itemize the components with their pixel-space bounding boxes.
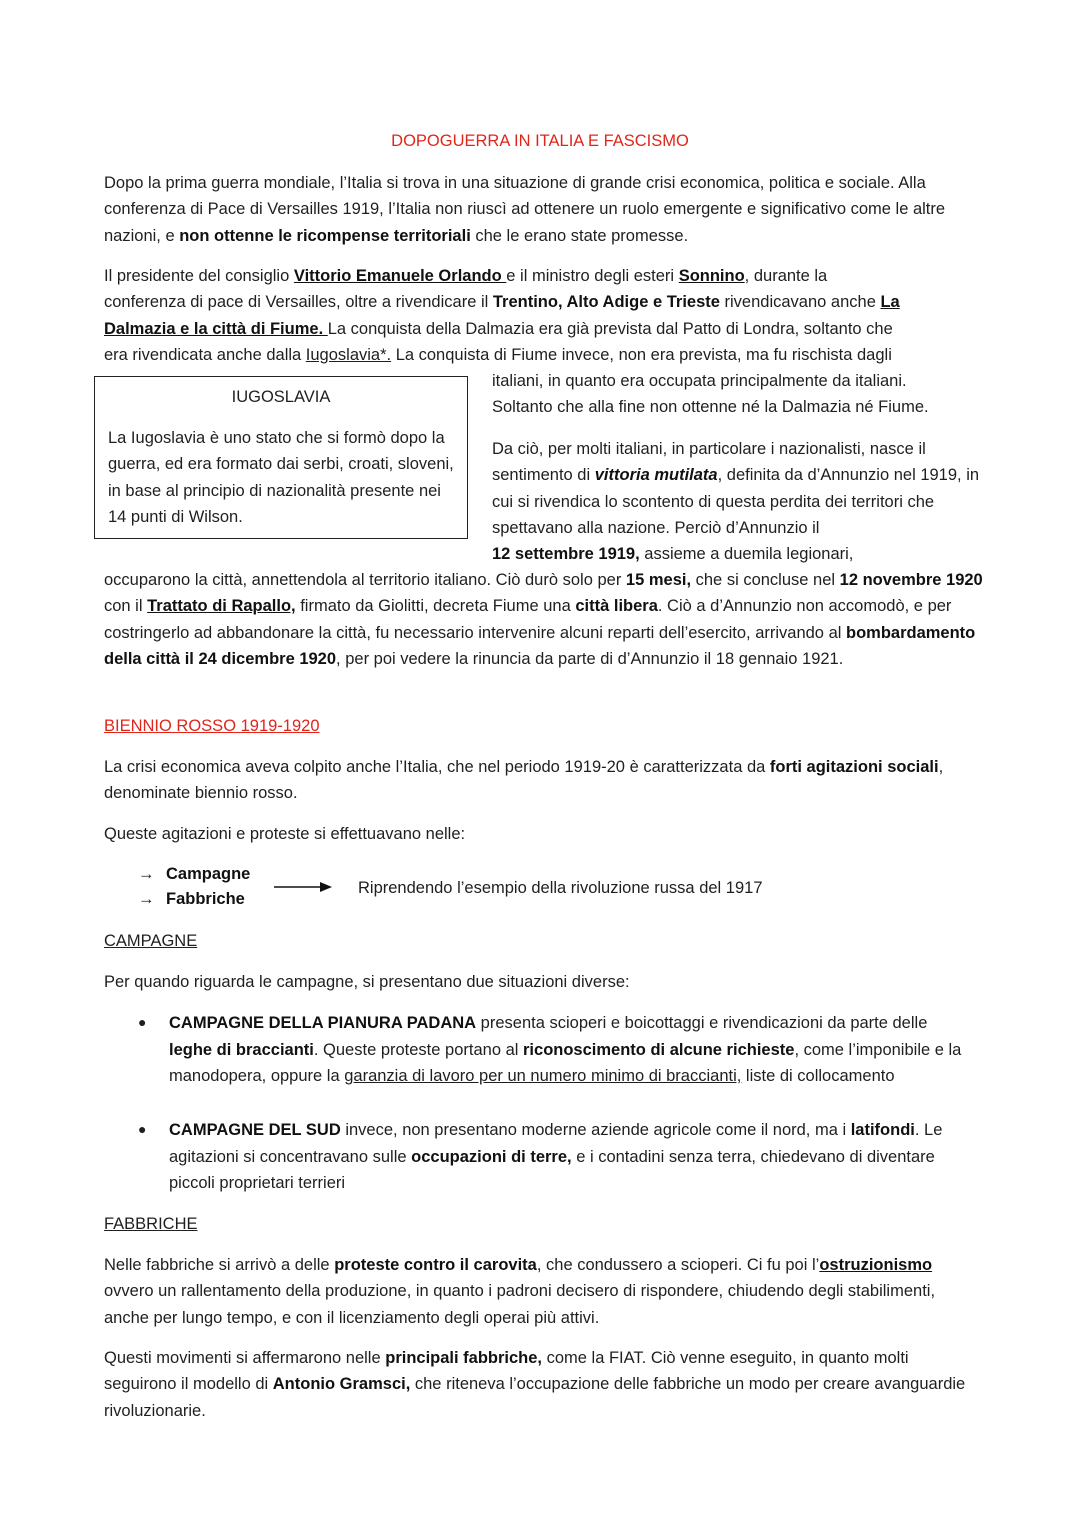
arrow-item-fabbriche: Fabbriche	[166, 890, 245, 908]
text: Dopo la prima guerra mondiale, l’Italia si trova in una situazione di grande crisi economica, politica e sociale. Alla conferenza di Pace di Versailles 1919, l’Italia non riuscì ad ottenere un ruolo emergente e significativo come le altre nazioni, e	[104, 174, 946, 245]
bullet-sud: CAMPAGNE DEL SUD invece, non presentano moderne aziende agricole come il nord, ma i latifondi. Le agitazioni si concentravano sulle occupazioni di terre, e i contadini senza terra, chiedevano di diventare piccoli proprietari terrieri	[169, 1121, 943, 1193]
box-body: La Iugoslavia è uno stato che si formò dopo la guerra, ed era formato dai serbi, croati, sloveni, in base al principio di nazionalità presente nei 14 punti di Wilson.	[108, 429, 454, 526]
paragraph-claims-continued: italiani, in quanto era occupata principalmente da italiani. Soltanto che alla fine non ottenne né la Dalmazia né Fiume.	[492, 372, 929, 417]
paragraph-fiume: occuparono la città, annettendola al territorio italiano. Ciò durò solo per 15 mesi, che si concluse nel 12 novembre 1920 con il Trattato di Rapallo, firmato da Giolitti, decreta Fiume una città libera. Ciò a d’Annunzio non accomodò, e per costringerlo ad abbandonare la città, fu necessario intervenire alcuni reparti dell’esercito, arrivando al bombardamento della città il 24 dicembre 1920, per poi vedere la rinuncia da parte di d’Annunzio il 18 gennaio 1921.	[104, 571, 983, 668]
biennio-rosso-heading: BIENNIO ROSSO 1919-1920	[104, 717, 320, 735]
campagne-heading: CAMPAGNE	[104, 932, 198, 950]
iugoslavia-footnote-ref: Iugoslavia*.	[305, 345, 392, 364]
fabbriche-heading: FABBRICHE	[104, 1215, 198, 1233]
arrow-list	[138, 862, 250, 912]
paragraph-agitazioni: Queste agitazioni e proteste si effettuavano nelle:	[104, 825, 466, 843]
arrow-note: Riprendendo l’esempio della rivoluzione russa del 1917	[358, 879, 763, 897]
paragraph-gramsci: Questi movimenti si affermarono nelle principali fabbriche, come la FIAT. Ciò venne eseguito, in quanto molti seguirono il modello di Antonio Gramsci, che riteneva l’occupazione delle fabbriche un modo per creare avanguardie rivoluzionarie.	[104, 1349, 966, 1420]
orlando-name: Vittorio Emanuele Orlando	[293, 267, 507, 285]
page-title: DOPOGUERRA IN ITALIA E FASCISMO	[391, 132, 689, 150]
intro-paragraph	[104, 170, 984, 249]
bold-text: non ottenne le ricompense territoriali	[179, 226, 471, 245]
paragraph-vittoria-mutilata: Da ciò, per molti italiani, in particolare i nazionalisti, nasce il sentimento di vittoria mutilata, definita da d’Annunzio nel 1919, in cui si rivendica lo scontento di questa perdita dei territori che spettavano alla nazione. Perciò d’Annunzio il 12 settembre 1919, assieme a duemila legionari,	[492, 440, 980, 564]
iugoslavia-box	[94, 376, 468, 539]
text: che le erano state promesse.	[470, 226, 689, 245]
bullet-icon: ●	[138, 1121, 147, 1137]
sonnino-name: Sonnino	[678, 267, 745, 285]
paragraph-fabbriche: Nelle fabbriche si arrivò a delle proteste contro il carovita, che condussero a scioperi. Ci fu poi l’ostruzionismo ovvero un rallentamento della produzione, in quanto i padroni decisero di rispondere, chiudendo degli stabilimenti, anche per lungo tempo, e con il licenziamento degli operai più attivi.	[104, 1256, 936, 1327]
long-arrow-icon	[274, 880, 334, 894]
arrow-icon: →	[138, 890, 155, 908]
bullet-icon: ●	[138, 1014, 147, 1030]
arrow-icon: →	[138, 865, 155, 883]
paragraph-campagne-intro: Per quando riguarda le campagne, si presentano due situazioni diverse:	[104, 973, 630, 991]
bullet-pianura-padana: CAMPAGNE DELLA PIANURA PADANA presenta scioperi e boicottaggi e rivendicazioni da parte delle leghe di braccianti. Queste proteste portano al riconoscimento di alcune richieste, come l’imponibile e la manodopera, oppure la garanzia di lavoro per un numero minimo di braccianti, liste di collocamento	[169, 1014, 962, 1086]
paragraph-biennio: La crisi economica aveva colpito anche l’Italia, che nel periodo 1919-20 è caratterizzata da forti agitazioni sociali, denominate biennio rosso.	[104, 758, 944, 803]
trattato-rapallo: Trattato di Rapallo,	[147, 597, 296, 616]
box-title: IUGOSLAVIA	[231, 388, 331, 406]
paragraph-claims: Il presidente del consiglio Vittorio Emanuele Orlando e il ministro degli esteri Sonnino, durante la conferenza di pace di Versailles, oltre a rivendicare il Trentino, Alto Adige e Trieste rivendicavano anche La Dalmazia e la città di Fiume. La conquista della Dalmazia era già prevista dal Patto di Londra, soltanto che era rivendicata anche dalla Iugoslavia*. La conquista di Fiume invece, non era prevista, ma fu rischista dagli	[104, 267, 900, 364]
arrow-item-campagne: Campagne	[166, 865, 251, 883]
